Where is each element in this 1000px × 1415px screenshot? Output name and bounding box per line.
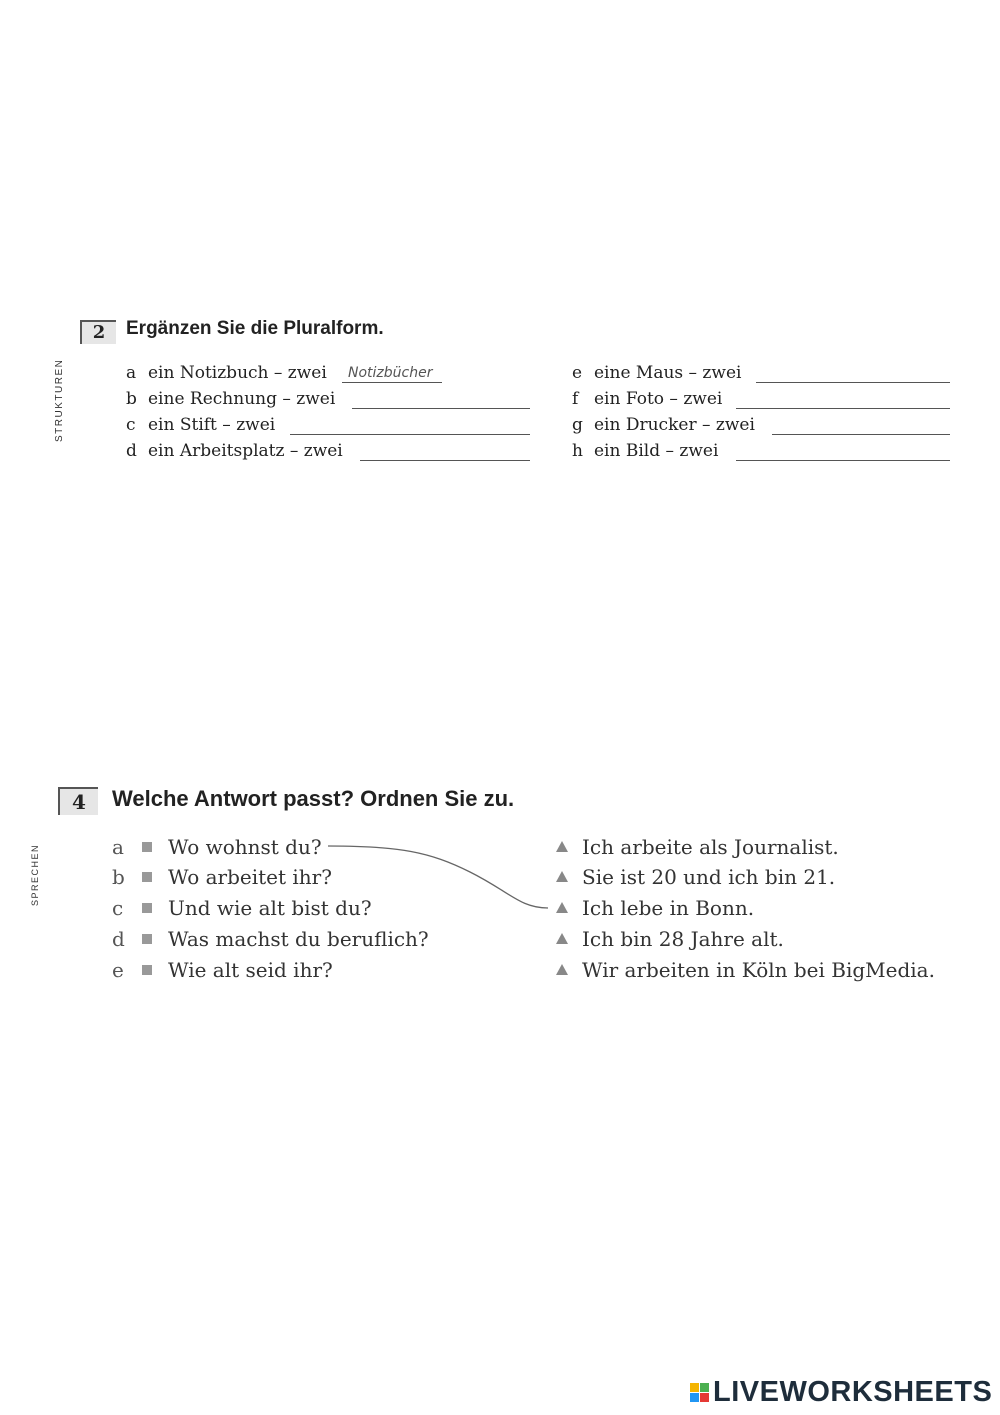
item-text: ein Bild – zwei	[594, 441, 719, 461]
exercise-4-title: Welche Antwort passt? Ordnen Sie zu.	[112, 786, 515, 811]
answer-text: Ich bin 28 Jahre alt.	[582, 927, 784, 951]
triangle-bullet-icon	[556, 964, 568, 975]
ex2-answer-c[interactable]	[290, 416, 530, 435]
ex2-answer-h[interactable]	[736, 442, 950, 461]
ex2-item-g	[572, 412, 755, 438]
item-letter: b	[126, 389, 137, 409]
question-text: Was machst du beruflich?	[168, 927, 429, 951]
triangle-bullet-icon	[556, 871, 568, 882]
item-letter: f	[572, 389, 579, 409]
ex2-item-f	[572, 386, 722, 412]
square-bullet-icon	[142, 872, 152, 882]
item-letter: c	[112, 896, 124, 920]
item-letter: d	[126, 441, 137, 461]
item-text: ein Foto – zwei	[594, 389, 723, 409]
item-letter: c	[126, 415, 136, 435]
ex2-item-h	[572, 438, 718, 464]
exercise-4-number: 4	[58, 787, 98, 815]
ex4-question-e[interactable]	[112, 955, 333, 985]
answer-text: Ich arbeite als Journalist.	[582, 835, 839, 859]
ex4-answer-3[interactable]	[556, 893, 754, 923]
square-bullet-icon	[142, 903, 152, 913]
ex2-answer-f[interactable]	[736, 390, 950, 409]
ex2-answer-b[interactable]	[352, 390, 530, 409]
logo-square	[690, 1393, 699, 1402]
item-letter: h	[572, 441, 583, 461]
item-text: ein Arbeitsplatz – zwei	[148, 441, 343, 461]
square-bullet-icon	[142, 842, 152, 852]
item-letter: e	[112, 958, 124, 982]
ex4-answer-4[interactable]	[556, 924, 784, 954]
question-text: Wo arbeitet ihr?	[168, 865, 332, 889]
item-text: eine Rechnung – zwei	[148, 389, 336, 409]
ex4-question-c[interactable]	[112, 893, 372, 923]
answer-text: Sie ist 20 und ich bin 21.	[582, 865, 836, 889]
item-letter: b	[112, 865, 125, 889]
ex4-answer-5[interactable]	[556, 955, 935, 985]
ex4-answer-2[interactable]	[556, 862, 835, 892]
ex2-answer-d[interactable]	[360, 442, 530, 461]
liveworksheets-logo[interactable]	[690, 1376, 992, 1408]
ex4-question-a[interactable]	[112, 832, 322, 862]
ex2-answer-g[interactable]	[772, 416, 950, 435]
answer-text: Ich lebe in Bonn.	[582, 896, 755, 920]
item-letter: d	[112, 927, 125, 951]
ex2-item-b	[126, 386, 335, 412]
square-bullet-icon	[142, 965, 152, 975]
exercise-2-title: Ergänzen Sie die Pluralform.	[126, 318, 384, 339]
exercise-2-side-label: STRUKTUREN	[54, 358, 65, 442]
triangle-bullet-icon	[556, 902, 568, 913]
logo-square	[690, 1383, 699, 1392]
item-text: ein Notizbuch – zwei	[148, 363, 327, 383]
question-text: Wo wohnst du?	[168, 835, 322, 859]
item-letter: e	[572, 363, 583, 383]
triangle-bullet-icon	[556, 933, 568, 944]
ex2-item-d	[126, 438, 343, 464]
answer-text: Wir arbeiten in Köln bei BigMedia.	[582, 958, 935, 982]
ex2-item-e	[572, 360, 741, 386]
ex2-item-a	[126, 360, 327, 386]
exercise-2-number: 2	[80, 320, 116, 344]
ex4-answer-1[interactable]	[556, 832, 839, 862]
question-text: Wie alt seid ihr?	[168, 958, 333, 982]
logo-square	[700, 1383, 709, 1392]
question-text: Und wie alt bist du?	[168, 896, 372, 920]
item-letter: a	[112, 835, 124, 859]
handwritten-answer: Notizbücher	[348, 365, 433, 381]
ex2-answer-a[interactable]	[342, 364, 442, 383]
logo-text: LIVEWORKSHEETS	[713, 1375, 993, 1408]
ex2-answer-e[interactable]	[756, 364, 950, 383]
ex4-question-d[interactable]	[112, 924, 429, 954]
triangle-bullet-icon	[556, 841, 568, 852]
item-letter: g	[572, 415, 583, 435]
item-text: ein Drucker – zwei	[594, 415, 755, 435]
item-text: ein Stift – zwei	[148, 415, 276, 435]
logo-grid-icon	[690, 1383, 709, 1402]
square-bullet-icon	[142, 934, 152, 944]
item-text: eine Maus – zwei	[594, 363, 742, 383]
ex4-question-b[interactable]	[112, 862, 332, 892]
exercise-4-side-label: SPRECHEN	[30, 843, 40, 906]
ex2-item-c	[126, 412, 275, 438]
logo-square	[700, 1393, 709, 1402]
item-letter: a	[126, 363, 137, 383]
